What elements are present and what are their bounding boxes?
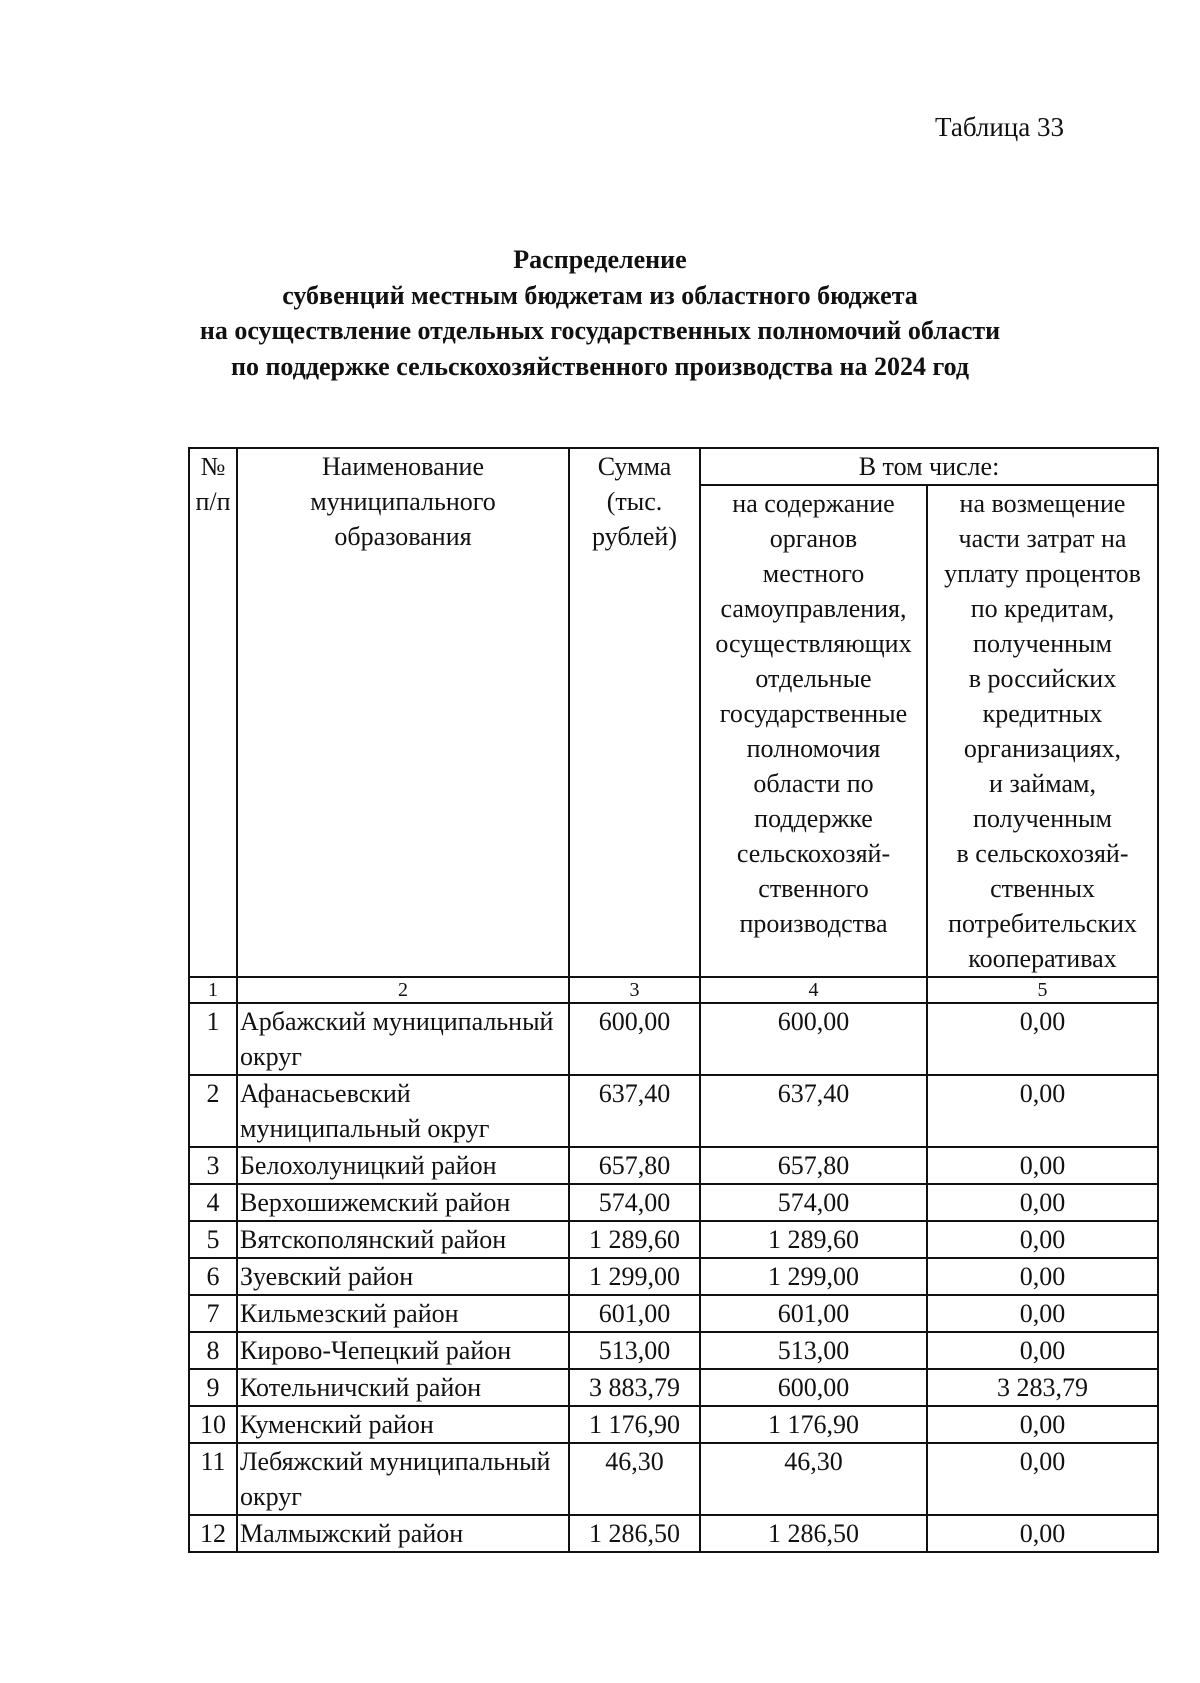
row-municipality-name: Белохолуницкий район (237, 1147, 569, 1184)
row-sum: 1 286,50 (569, 1515, 700, 1552)
row-interest-compensation: 0,00 (927, 1075, 1158, 1147)
table-row (189, 1184, 1158, 1221)
header-number (189, 448, 237, 977)
row-number: 1 (189, 1003, 237, 1075)
header-col5-line: полученным (973, 629, 1112, 658)
column-number: 1 (189, 977, 237, 1003)
row-maintenance-amount: 1 299,00 (700, 1258, 927, 1295)
table-row (189, 1332, 1158, 1369)
row-maintenance-amount: 513,00 (700, 1332, 927, 1369)
header-name (237, 448, 569, 977)
row-maintenance-amount: 600,00 (700, 1003, 927, 1075)
table-row (189, 1258, 1158, 1295)
row-interest-compensation: 0,00 (927, 1221, 1158, 1258)
table-row (189, 1406, 1158, 1443)
header-col5-line: полученным (973, 804, 1112, 833)
header-col4-line: местного (762, 559, 865, 588)
row-maintenance-amount: 637,40 (700, 1075, 927, 1147)
header-name-line: Наименование (322, 452, 484, 481)
header-col5-line: организациях, (963, 734, 1122, 763)
title-line: Распределение (513, 245, 687, 274)
row-number: 9 (189, 1369, 237, 1406)
row-number: 3 (189, 1147, 237, 1184)
row-municipality-name: Арбажский муниципальный округ (237, 1003, 569, 1075)
row-sum: 657,80 (569, 1147, 700, 1184)
row-sum: 46,30 (569, 1443, 700, 1515)
row-maintenance-amount: 1 286,50 (700, 1515, 927, 1552)
document-title (0, 242, 1200, 384)
row-number: 6 (189, 1258, 237, 1295)
row-interest-compensation: 0,00 (927, 1184, 1158, 1221)
row-interest-compensation: 0,00 (927, 1406, 1158, 1443)
row-municipality-name: Кильмезский район (237, 1295, 569, 1332)
header-including: В том числе: (700, 448, 1158, 485)
header-col4 (700, 485, 927, 977)
header-col5-line: по кредитам, (970, 594, 1115, 623)
row-maintenance-amount: 1 289,60 (700, 1221, 927, 1258)
column-number: 4 (700, 977, 927, 1003)
row-sum: 1 289,60 (569, 1221, 700, 1258)
title-line: по поддержке сельскохозяйственного производства на 2024 год (230, 351, 970, 381)
table-row (189, 1443, 1158, 1515)
row-interest-compensation: 0,00 (927, 1003, 1158, 1075)
row-municipality-name: Малмыжский район (237, 1515, 569, 1552)
row-sum: 574,00 (569, 1184, 700, 1221)
row-maintenance-amount: 1 176,90 (700, 1406, 927, 1443)
row-number: 12 (189, 1515, 237, 1552)
header-number-line: № (200, 452, 226, 481)
row-municipality-name: Афанасьевский муниципальный округ (237, 1075, 569, 1147)
title-line: на осуществление отдельных государственных полномочий области (199, 316, 1001, 345)
header-col4-line: государственные (719, 699, 908, 728)
table-row (189, 1075, 1158, 1147)
row-maintenance-amount: 601,00 (700, 1295, 927, 1332)
header-col5-line: ственных (990, 874, 1095, 903)
header-col4-line: полномочия (746, 734, 881, 763)
row-sum: 1 299,00 (569, 1258, 700, 1295)
header-sum-line: рублей) (592, 522, 677, 551)
row-number: 8 (189, 1332, 237, 1369)
row-interest-compensation: 0,00 (927, 1515, 1158, 1552)
header-name-line: муниципального (310, 487, 496, 516)
header-col5-line: в российских (968, 664, 1117, 693)
table-label: Таблица 33 (935, 112, 1064, 142)
row-municipality-name: Верхошижемский район (237, 1184, 569, 1221)
table-row (189, 1003, 1158, 1075)
header-col4-line: отдельные (755, 664, 872, 693)
header-col4-line: на содержание (732, 489, 895, 518)
header-col5-line: кредитных (982, 699, 1103, 728)
row-interest-compensation: 0,00 (927, 1443, 1158, 1515)
header-col5-line: на возмещение (959, 489, 1126, 518)
row-maintenance-amount: 46,30 (700, 1443, 927, 1515)
header-sum-line: Сумма (597, 452, 672, 481)
row-maintenance-amount: 600,00 (700, 1369, 927, 1406)
header-col5-line: потребительских (948, 909, 1137, 938)
row-sum: 600,00 (569, 1003, 700, 1075)
table-row (189, 1221, 1158, 1258)
header-col5-line: кооперативах (968, 944, 1117, 973)
header-row (189, 448, 1158, 485)
row-interest-compensation: 0,00 (927, 1332, 1158, 1369)
header-col4-line: области по (753, 769, 874, 798)
row-sum: 601,00 (569, 1295, 700, 1332)
row-number: 2 (189, 1075, 237, 1147)
header-name-line: образования (334, 522, 472, 551)
row-municipality-name: Вятскополянский район (237, 1221, 569, 1258)
row-municipality-name: Куменский район (237, 1406, 569, 1443)
row-interest-compensation: 0,00 (927, 1147, 1158, 1184)
column-number: 3 (569, 977, 700, 1003)
row-maintenance-amount: 657,80 (700, 1147, 927, 1184)
column-number: 2 (237, 977, 569, 1003)
header-col4-line: производства (739, 909, 888, 938)
row-interest-compensation: 3 283,79 (927, 1369, 1158, 1406)
row-maintenance-amount: 574,00 (700, 1184, 927, 1221)
row-number: 7 (189, 1295, 237, 1332)
row-sum: 1 176,90 (569, 1406, 700, 1443)
header-sum (569, 448, 700, 977)
row-municipality-name: Котельничский район (237, 1369, 569, 1406)
header-col4-line: сельскохозяй- (736, 839, 891, 868)
header-col4-line: ственного (758, 874, 869, 903)
header-col4-line: поддержке (754, 804, 873, 833)
row-interest-compensation: 0,00 (927, 1258, 1158, 1295)
header-col4-line: осуществляющих (715, 629, 912, 658)
row-sum: 637,40 (569, 1075, 700, 1147)
table-row (189, 1515, 1158, 1552)
table-row (189, 1369, 1158, 1406)
column-number-row (189, 977, 1158, 1003)
header-col5-line: и займам, (989, 769, 1096, 798)
header-sum-line: (тыс. (606, 487, 663, 516)
table-row (189, 1147, 1158, 1184)
row-number: 10 (189, 1406, 237, 1443)
header-col5 (927, 485, 1158, 977)
row-number: 4 (189, 1184, 237, 1221)
header-col5-line: в сельскохозяй- (956, 839, 1129, 868)
header-col5-line: части затрат на (958, 524, 1127, 553)
header-number-line: п/п (195, 487, 231, 516)
row-sum: 3 883,79 (569, 1369, 700, 1406)
header-col4-line: самоуправления, (720, 594, 907, 623)
row-municipality-name: Зуевский район (237, 1258, 569, 1295)
row-municipality-name: Кирово-Чепецкий район (237, 1332, 569, 1369)
subvention-table (188, 447, 1159, 1553)
header-col4-line: органов (769, 524, 858, 553)
table-row (189, 1295, 1158, 1332)
column-number: 5 (927, 977, 1158, 1003)
row-number: 11 (189, 1443, 237, 1515)
header-col5-line: уплату процентов (944, 559, 1141, 588)
row-municipality-name: Лебяжский муниципальный округ (237, 1443, 569, 1515)
row-number: 5 (189, 1221, 237, 1258)
title-line: субвенций местным бюджетам из областного бюджета (282, 280, 918, 310)
row-interest-compensation: 0,00 (927, 1295, 1158, 1332)
row-sum: 513,00 (569, 1332, 700, 1369)
